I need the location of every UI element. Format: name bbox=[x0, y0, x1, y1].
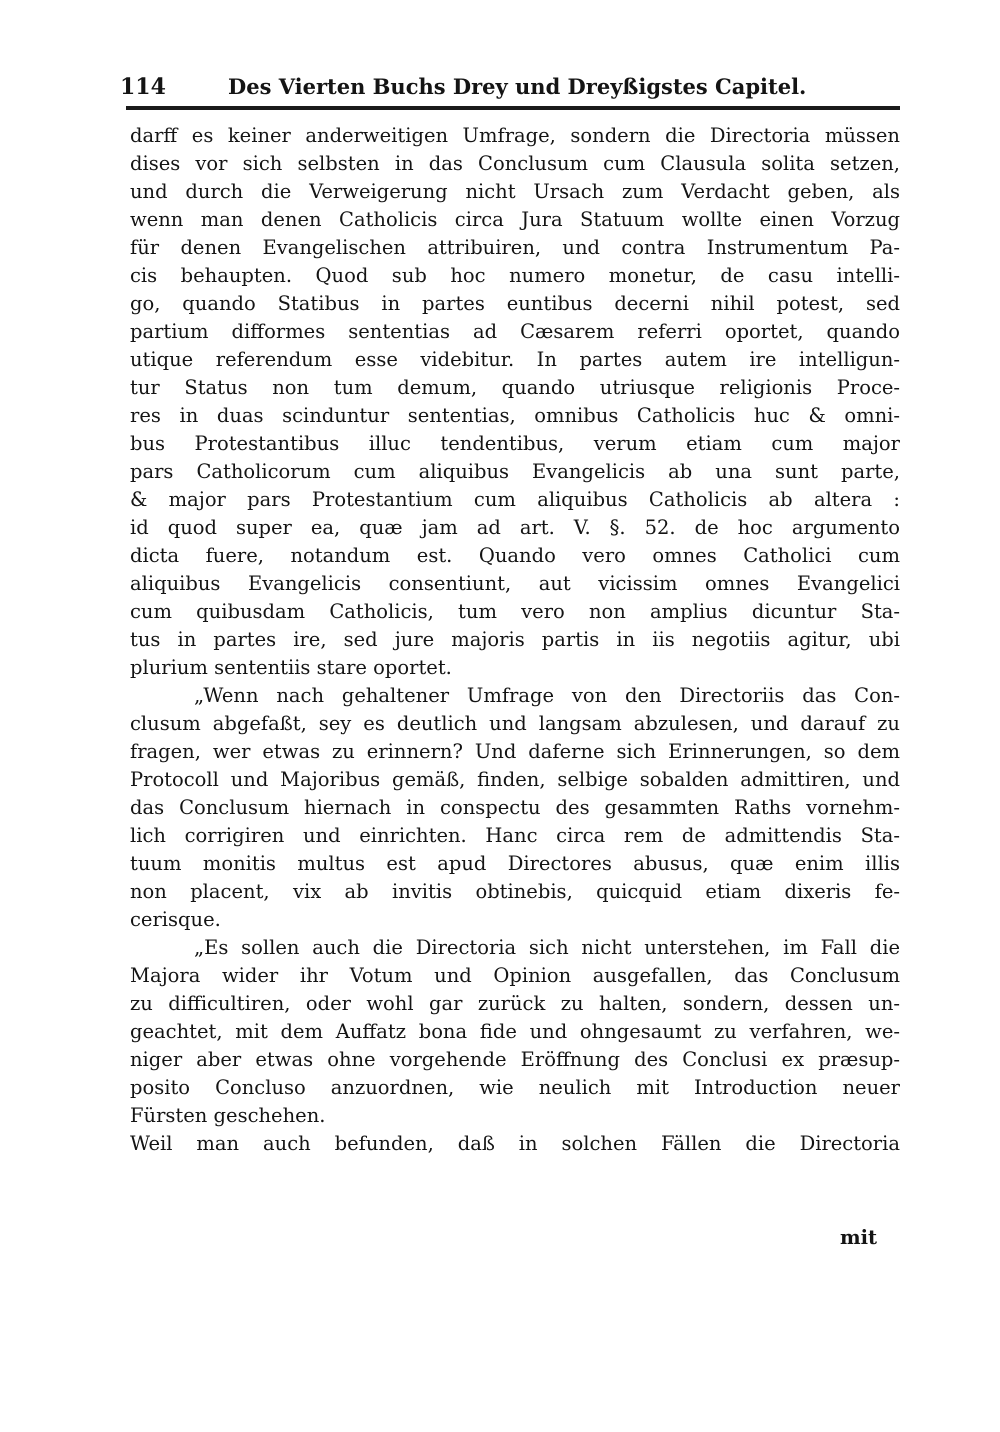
text-line: das Conclusum hiernach in conspectu des gesammten Raths vornehm- bbox=[130, 796, 900, 819]
text-line: „Es sollen auch die Directoria sich nicht unterstehen, im Fall die bbox=[194, 936, 900, 959]
text-line: aliquibus Evangelicis consentiunt, aut vicissim omnes Evangelici bbox=[130, 572, 900, 595]
text-line: „Wenn nach gehaltener Umfrage von den Directoriis das Con- bbox=[194, 684, 900, 707]
catchword: mit bbox=[840, 1226, 878, 1249]
text-line: wenn man denen Catholicis circa Jura Statuum wollte einen Vorzug bbox=[130, 208, 900, 231]
page-number: 114 bbox=[120, 74, 166, 100]
text-line: bus Protestantibus illuc tendentibus, verum etiam cum major bbox=[130, 432, 900, 455]
text-line: pars Catholicorum cum aliquibus Evangelicis ab una sunt parte, bbox=[130, 460, 900, 483]
text-line: Weil man auch befunden, daß in solchen Fällen die Directoria bbox=[130, 1132, 900, 1155]
text-line: zu difficultiren, oder wohl gar zurück zu halten, sondern, dessen un- bbox=[130, 992, 900, 1015]
text-line: und durch die Verweigerung nicht Ursach zum Verdacht geben, als bbox=[130, 180, 900, 203]
text-line: tur Status non tum demum, quando utriusque religionis Proce- bbox=[130, 376, 900, 399]
body-text bbox=[130, 122, 900, 1158]
text-line: & major pars Protestantium cum aliquibus Catholicis ab altera : bbox=[130, 488, 900, 511]
text-line: cis behaupten. Quod sub hoc numero monetur, de casu intelli- bbox=[130, 264, 900, 287]
text-line: darff es keiner anderweitigen Umfrage, sondern die Directoria müssen bbox=[130, 124, 900, 147]
text-line: res in duas scinduntur sententias, omnibus Catholicis huc & omni- bbox=[130, 404, 900, 427]
text-line: niger aber etwas ohne vorgehende Eröffnung des Conclusi ex præsup- bbox=[130, 1048, 900, 1071]
text-line: Fürsten geschehen. bbox=[130, 1104, 326, 1127]
text-line: geachtet, mit dem Auffatz bona fide und ohngesaumt zu verfahren, we- bbox=[130, 1020, 900, 1043]
text-line: partium difformes sententias ad Cæsarem referri oportet, quando bbox=[130, 320, 900, 343]
text-line: clusum abgefaßt, sey es deutlich und langsam abzulesen, und darauf zu bbox=[130, 712, 900, 735]
text-line: fragen, wer etwas zu erinnern? Und daferne sich Erinnerungen, so dem bbox=[130, 740, 900, 763]
text-line: go, quando Statibus in partes euntibus decerni nihil potest, sed bbox=[130, 292, 900, 315]
text-line: Protocoll und Majoribus gemäß, finden, selbige sobalden admittiren, und bbox=[130, 768, 900, 791]
text-line: non placent, vix ab invitis obtinebis, quicquid etiam dixeris fe- bbox=[130, 880, 900, 903]
header-rule bbox=[126, 106, 900, 110]
text-line: posito Concluso anzuordnen, wie neulich mit Introduction neuer bbox=[130, 1076, 900, 1099]
text-line: tuum monitis multus est apud Directores abusus, quæ enim illis bbox=[130, 852, 900, 875]
text-line: Majora wider ihr Votum und Opinion ausgefallen, das Conclusum bbox=[130, 964, 900, 987]
text-line: plurium sententiis stare oportet. bbox=[130, 656, 452, 679]
running-head: Des Vierten Buchs Drey und Dreyßigstes Capitel. bbox=[228, 74, 807, 99]
page-header bbox=[120, 74, 900, 102]
text-line: cum quibusdam Catholicis, tum vero non amplius dicuntur Sta- bbox=[130, 600, 900, 623]
text-line: dicta fuere, notandum est. Quando vero omnes Catholici cum bbox=[130, 544, 900, 567]
text-line: utique referendum esse videbitur. In partes autem ire intelligun- bbox=[130, 348, 900, 371]
text-line: für denen Evangelischen attribuiren, und contra Instrumentum Pa- bbox=[130, 236, 900, 259]
text-line: dises vor sich selbsten in das Conclusum cum Clausula solita setzen, bbox=[130, 152, 900, 175]
text-line: lich corrigiren und einrichten. Hanc circa rem de admittendis Sta- bbox=[130, 824, 900, 847]
text-line: cerisque. bbox=[130, 908, 221, 931]
text-line: id quod super ea, quæ jam ad art. V. §. 52. de hoc argumento bbox=[130, 516, 900, 539]
text-line: tus in partes ire, sed jure majoris partis in iis negotiis agitur, ubi bbox=[130, 628, 900, 651]
